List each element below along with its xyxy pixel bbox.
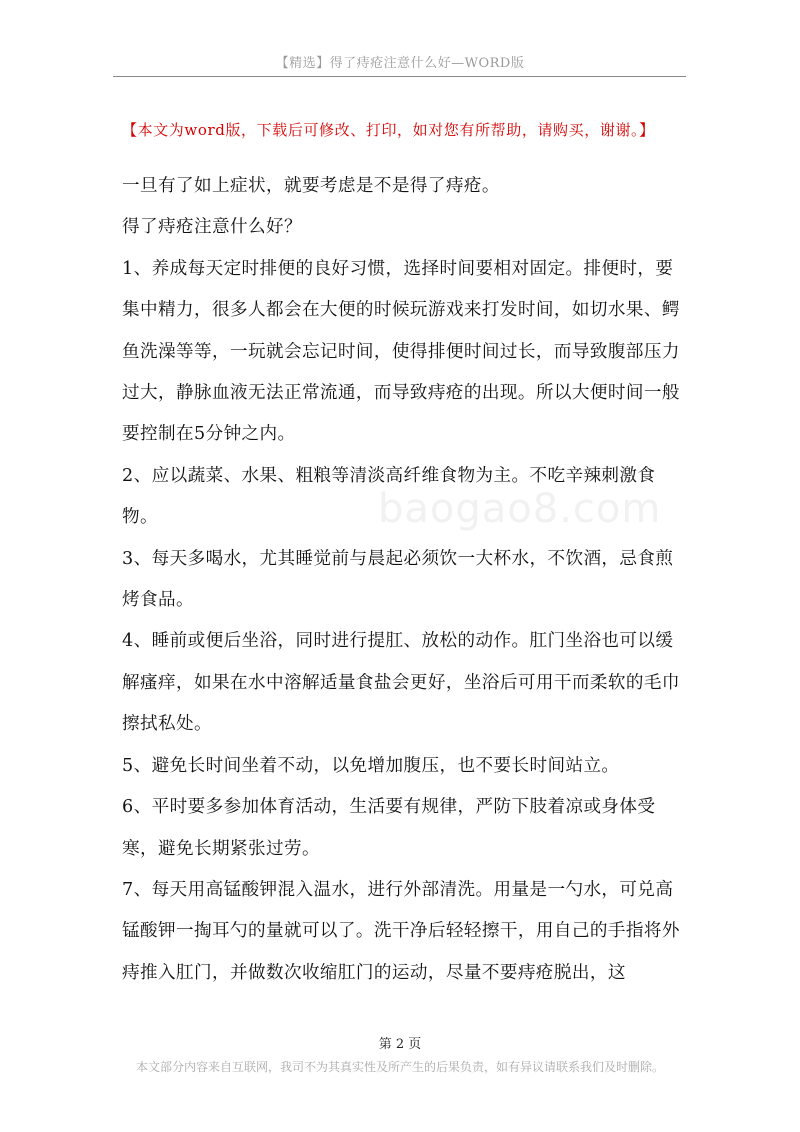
list-item: 5、避免长时间坐着不动，以免增加腹压，也不要长时间站立。 bbox=[122, 755, 620, 776]
page-header-title: 【精选】得了痔疮注意什么好—WORD版 bbox=[275, 56, 525, 71]
list-item: 4、睡前或便后坐浴，同时进行提肛、放松的动作。肛门坐浴也可以缓解瘙痒，如果在水中溶解适量食盐会更好，坐浴后可用干而柔软的毛巾擦拭私处。 bbox=[122, 631, 680, 735]
list-item: 1、养成每天定时排便的良好习惯，选择时间要相对固定。排便时，要集中精力，很多人都会在大便的时候玩游戏来打发时间，如切水果、鳄鱼洗澡等等，一玩就会忘记时间，使得排便时间过长，而导致腹部压力过大，静脉血液无法正常流通，而导致痔疮的出现。所以大便时间一般要控制在5分钟之内。 bbox=[122, 258, 680, 445]
header-divider bbox=[113, 76, 686, 77]
document-body bbox=[122, 166, 684, 994]
intro-paragraph: 一旦有了如上症状，就要考虑是不是得了痔疮。 bbox=[122, 176, 500, 196]
list-item: 7、每天用高锰酸钾混入温水，进行外部清洗。用量是一勺水，可兑高锰酸钾一掏耳勺的量就可以了。洗干净后轻轻擦干，用自己的手指将外痔推入肛门，并做数次收缩肛门的运动，尽量不要痔疮脱出，这 bbox=[122, 879, 680, 983]
footer-disclaimer: 本文部分内容来自互联网，我司不为其真实性及所产生的后果负责，如有异议请联系我们及时删除。 bbox=[135, 1060, 664, 1074]
question-heading: 得了痔疮注意什么好？ bbox=[122, 217, 302, 238]
list-item: 6、平时要多参加体育活动，生活要有规律，严防下肢着凉或身体受寒，避免长期紧张过劳。 bbox=[122, 797, 656, 859]
page-number: 第 2 页 bbox=[378, 1037, 422, 1052]
download-notice: 【本文为word版，下载后可修改、打印，如对您有所帮助，请购买，谢谢。】 bbox=[122, 121, 655, 139]
list-item: 2、应以蔬菜、水果、粗粮等清淡高纤维食物为主。不吃辛辣刺激食物。 bbox=[122, 465, 656, 528]
list-item: 3、每天多喝水，尤其睡觉前与晨起必须饮一大杯水，不饮酒，忌食煎烤食品。 bbox=[122, 548, 674, 611]
site-watermark: baogao8.com bbox=[378, 486, 662, 532]
